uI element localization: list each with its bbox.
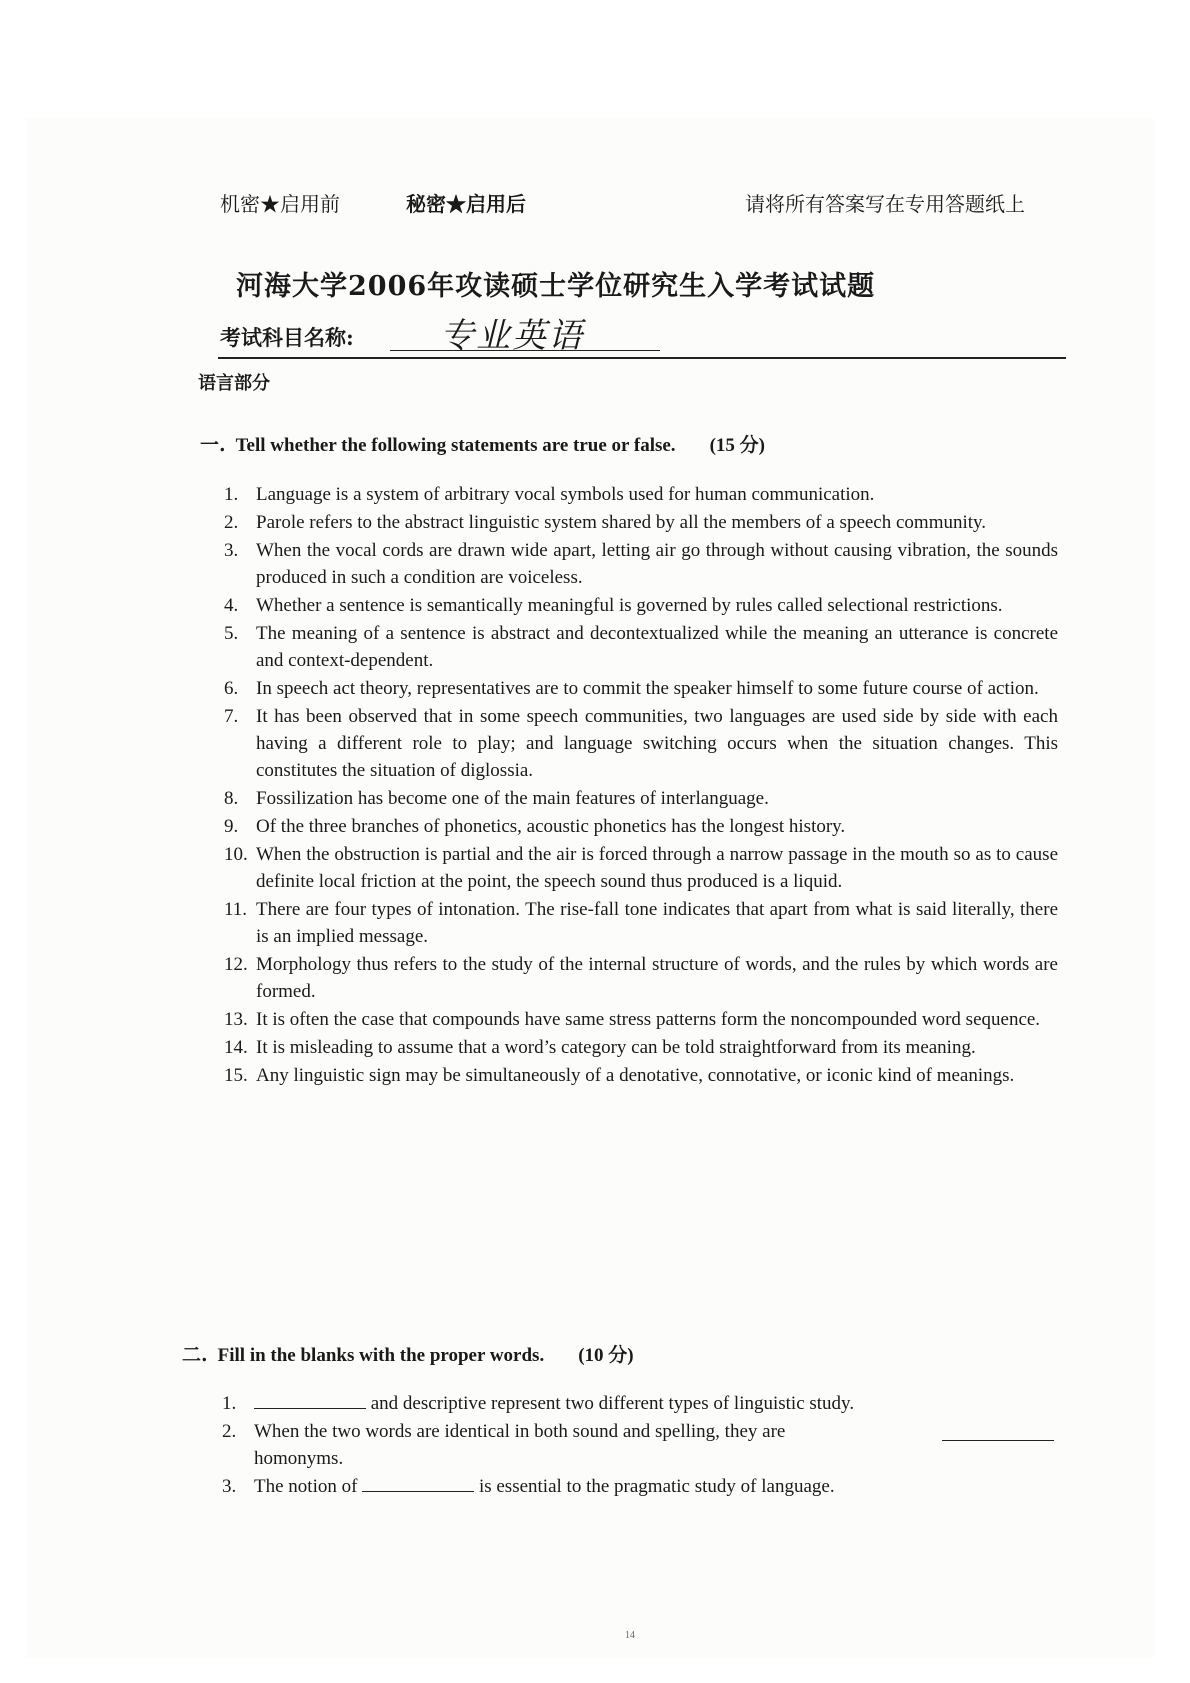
subject-underline [390,350,660,351]
section2-question-list [222,1390,1054,1501]
section2-points: (10 分) [578,1345,634,1366]
question-text-continued: homonyms. [254,1448,344,1469]
answer-blank [942,1422,1054,1441]
question-number: 9. [224,816,239,837]
section1-heading [200,430,765,457]
question-text: Any linguistic sign may be simultaneously of a denotative, connotative, or iconic kind of meanings. [256,1065,1015,1086]
question-number: 5. [224,623,239,644]
question-text: Fossilization has become one of the main features of interlanguage. [256,788,769,809]
question-number: 4. [224,595,239,616]
question-text: Morphology thus refers to the study of the internal structure of words, and the rules by which words are formed. [256,954,1058,1002]
question-number: 15. [224,1065,248,1086]
question-item [224,537,1058,591]
exam-title: 河海大学2006年攻读硕士学位研究生入学考试试题 [236,271,876,302]
section1-number: 一. [200,434,226,456]
question-number: 13. [224,1009,248,1030]
question-item [224,813,1058,840]
question-text: There are four types of intonation. The rise-fall tone indicates that apart from what is said literally, there is an implied message. [256,899,1058,947]
section1-question-list [224,481,1058,1090]
question-number: 7. [224,706,239,727]
fill-blank-item [222,1473,1054,1500]
confidential-after-label: 秘密★启用后 [406,192,526,216]
fill-blank-item [222,1390,1054,1417]
question-text: Of the three branches of phonetics, acoustic phonetics has the longest history. [256,816,846,837]
question-text: and descriptive represent two different types of linguistic study. [370,1393,855,1414]
question-number: 11. [224,899,248,920]
question-number: 1. [222,1393,237,1414]
question-text: When the vocal cords are drawn wide apart, letting air go through without causing vibration, the sounds produced in such a condition are voiceless. [256,540,1058,588]
question-item [224,703,1058,784]
question-item [224,509,1058,536]
section1-points: (15 分) [709,435,765,456]
question-text-continued: is essential to the pragmatic study of language. [478,1476,835,1497]
question-text: The notion of [254,1476,358,1497]
question-item [224,841,1058,895]
answer-blank [362,1473,474,1492]
question-item [224,481,1058,508]
question-number: 12. [224,954,248,975]
question-text: Parole refers to the abstract linguistic system shared by all the members of a speech community. [256,512,987,533]
question-item [224,1006,1058,1033]
question-item [224,1062,1058,1089]
question-number: 2. [222,1421,237,1442]
question-text: When the two words are identical in both sound and spelling, they are [254,1421,786,1442]
answer-blank [254,1390,366,1409]
question-item [224,785,1058,812]
question-text: Language is a system of arbitrary vocal symbols used for human communication. [256,484,875,505]
question-number: 6. [224,678,239,699]
part-label: 语言部分 [198,373,270,394]
question-text: In speech act theory, representatives are to commit the speaker himself to some future course of action. [256,678,1039,699]
question-text: The meaning of a sentence is abstract and decontextualized while the meaning an utterance is concrete and context-dependent. [256,623,1058,671]
answer-sheet-instruction: 请将所有答案写在专用答题纸上 [745,192,1025,216]
confidential-before-label: 机密★启用前 [220,192,340,216]
question-number: 8. [224,788,239,809]
question-item [224,1034,1058,1061]
section2-heading-text: Fill in the blanks with the proper words. [217,1345,545,1366]
section1-heading-text: Tell whether the following statements are true or false. [235,435,676,456]
fill-blank-item [222,1418,1054,1472]
question-text: It has been observed that in some speech communities, two languages are used side by side with each having a different role to play; and language switching occurs when the situation changes. This constitutes the situation of diglossia. [256,706,1058,781]
question-item [224,896,1058,950]
question-item [224,951,1058,1005]
section2-number: 二. [182,1344,208,1366]
question-item [224,675,1058,702]
question-number: 10. [224,844,248,865]
subject-label: 考试科目名称: [220,325,354,350]
section2-heading [182,1340,634,1367]
question-text: It is often the case that compounds have same stress patterns form the noncompounded word sequence. [256,1009,1041,1030]
question-item [224,592,1058,619]
question-number: 3. [222,1476,237,1497]
question-number: 2. [224,512,239,533]
header-divider [218,357,1066,359]
question-text: When the obstruction is partial and the air is forced through a narrow passage in the mouth so as to cause definite local friction at the point, the speech sound thus produced is a liquid. [256,844,1058,892]
subject-value-handwritten: 专业英语 [440,316,584,356]
question-text: Whether a sentence is semantically meaningful is governed by rules called selectional restrictions. [256,595,1003,616]
question-number: 3. [224,540,239,561]
question-number: 1. [224,484,239,505]
question-item [224,620,1058,674]
page-mark: 14 [625,1630,635,1641]
question-number: 14. [224,1037,248,1058]
question-text: It is misleading to assume that a word’s category can be told straightforward from its meaning. [256,1037,976,1058]
